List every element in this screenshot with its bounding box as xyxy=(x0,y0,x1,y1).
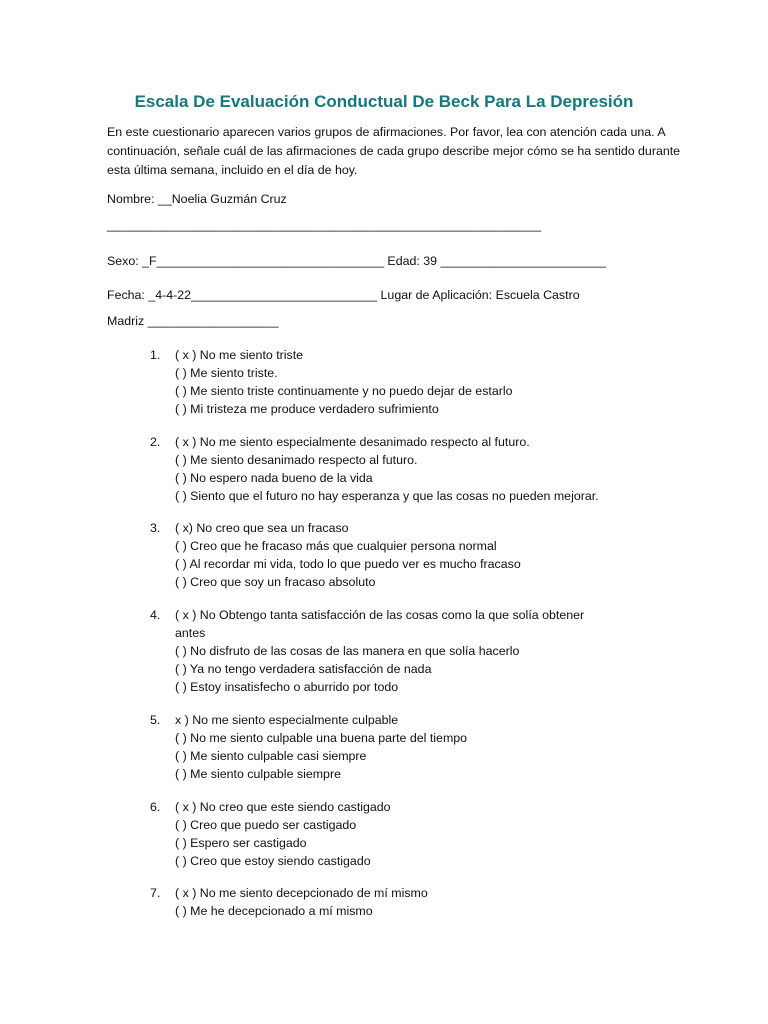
intro-paragraph: En este cuestionario aparecen varios grupos de afirmaciones. Por favor, lea con atención cada una. A continuación, señale cuál de las afirmaciones de cada grupo describe mejor cómo se ha sentido durante esta última semana, incluido en el día de hoy. xyxy=(107,125,681,178)
option-text: ( x) No creo que sea un fracaso xyxy=(175,521,349,535)
option-text: ( ) Creo que estoy siendo castigado xyxy=(175,854,371,868)
field-madriz: Madriz ___________________ xyxy=(107,314,279,328)
option-text: ( ) Me siento triste. xyxy=(175,366,278,380)
option-text: ( ) Me siento culpable casi siempre xyxy=(175,749,367,763)
option-text: ( ) Creo que soy un fracaso absoluto xyxy=(175,575,376,589)
option-text: ( ) Mi tristeza me produce verdadero sufrimiento xyxy=(175,402,439,416)
question-number: 1. xyxy=(150,348,161,362)
option-text: ( ) No disfruto de las cosas de las manera en que solía hacerlo xyxy=(175,644,520,658)
option-text: ( x ) No Obtengo tanta satisfacción de las cosas como la que solía obtener xyxy=(175,608,585,622)
blank-line: _______________________________________________________________ xyxy=(107,218,542,232)
option-text: ( ) Espero ser castigado xyxy=(175,836,307,850)
option-text: ( ) No espero nada bueno de la vida xyxy=(175,471,373,485)
option-text: ( x ) No creo que este siendo castigado xyxy=(175,800,391,814)
option-text: ( ) Creo que he fracaso más que cualquier persona normal xyxy=(175,539,497,553)
question-number: 3. xyxy=(150,521,161,535)
option-text: ( ) Me siento triste continuamente y no puedo dejar de estarlo xyxy=(175,384,513,398)
option-text: ( x ) No me siento especialmente desanimado respecto al futuro. xyxy=(175,435,530,449)
option-text: ( ) Creo que puedo ser castigado xyxy=(175,818,357,832)
document-title: Escala De Evaluación Conductual De Beck Para La Depresión xyxy=(134,92,634,111)
option-text: ( ) Estoy insatisfecho o aburrido por todo xyxy=(175,680,399,694)
option-text: ( ) Me siento culpable siempre xyxy=(175,767,341,781)
question-number: 4. xyxy=(150,608,161,622)
option-text-continuation: antes xyxy=(175,626,206,640)
field-sexo-edad: Sexo: _F_________________________________ Edad: 39 ________________________ xyxy=(107,254,606,268)
option-text: ( ) Ya no tengo verdadera satisfacción de nada xyxy=(175,662,432,676)
option-text: ( ) Al recordar mi vida, todo lo que puedo ver es mucho fracaso xyxy=(175,557,521,571)
question-number: 6. xyxy=(150,800,161,814)
field-nombre: Nombre: __Noelia Guzmán Cruz xyxy=(107,192,287,206)
option-text: ( x ) No me siento decepcionado de mí mismo xyxy=(175,886,428,900)
field-fecha-lugar: Fecha: _4-4-22___________________________ Lugar de Aplicación: Escuela Castro xyxy=(107,288,580,302)
option-text: x ) No me siento especialmente culpable xyxy=(175,713,399,727)
option-text: ( ) Me he decepcionado a mí mismo xyxy=(175,904,373,918)
question-number: 2. xyxy=(150,435,161,449)
question-number: 7. xyxy=(150,886,161,900)
option-text: ( x ) No me siento triste xyxy=(175,348,304,362)
question-number: 5. xyxy=(150,713,161,727)
option-text: ( ) Siento que el futuro no hay esperanza y que las cosas no pueden mejorar. xyxy=(175,489,599,503)
option-text: ( ) Me siento desanimado respecto al futuro. xyxy=(175,453,418,467)
option-text: ( ) No me siento culpable una buena parte del tiempo xyxy=(175,731,468,745)
